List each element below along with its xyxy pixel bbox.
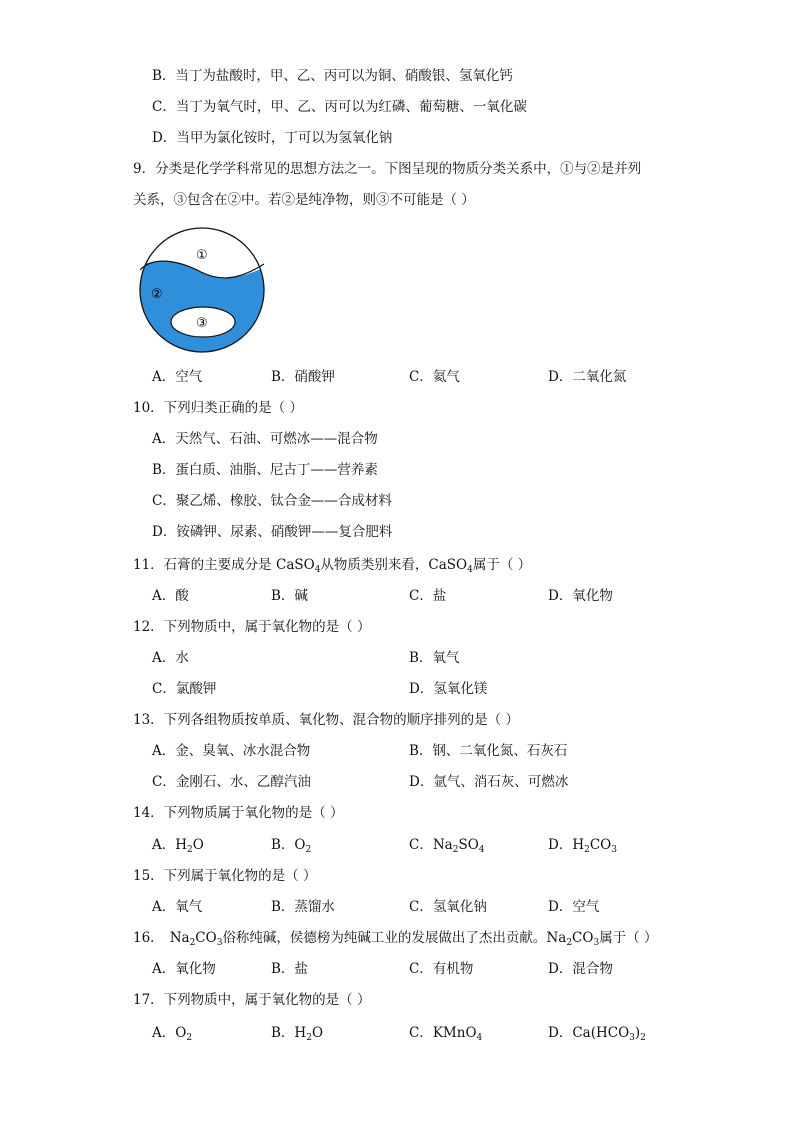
q17-stem: 17．下列物质中，属于氧化物的是（ ） <box>133 992 371 1008</box>
q14-d-letter: D． <box>548 837 573 853</box>
q14-a-formula: H <box>175 837 188 853</box>
q9-option-c[interactable]: C．氦气 <box>409 369 460 385</box>
q11-stem-part1: 11．石膏的主要成分是 <box>133 557 276 573</box>
q10-option-d[interactable]: D．铵磷钾、尿素、硝酸钾——复合肥料 <box>152 524 393 540</box>
q12-option-d[interactable]: D．氢氧化镁 <box>409 681 488 697</box>
q15-option-b[interactable]: B．蒸馏水 <box>271 899 335 915</box>
q14-c-sub1: 2 <box>452 845 459 855</box>
q15-option-c[interactable]: C．氢氧化钠 <box>409 899 487 915</box>
q16-stem <box>133 929 657 947</box>
q8-option-c: C．当丁为氧气时，甲、乙、丙可以为红磷、葡萄糖、一氧化碳 <box>152 99 527 115</box>
q9-stem-line1: 9．分类是化学学科常见的思想方法之一。下图呈现的物质分类关系中，①与②是并列 <box>133 161 642 177</box>
q17-c-formula: KMnO <box>432 1025 477 1041</box>
q15-option-d[interactable]: D．空气 <box>548 899 600 915</box>
q16-formula2-b: CO <box>572 930 594 946</box>
q16-formula2-a-sub: 2 <box>566 938 573 948</box>
q17-d-formula-mid: ) <box>634 1025 641 1041</box>
q9-classification-diagram <box>133 226 273 354</box>
q12-option-c[interactable]: C．氯酸钾 <box>152 681 217 697</box>
q9-option-d[interactable]: D．二氧化氮 <box>548 369 627 385</box>
q11-option-a[interactable]: A．酸 <box>152 588 189 604</box>
q9-stem-line2: 关系，③包含在②中。若②是纯净物，则③不可能是（ ） <box>133 192 475 208</box>
q11-option-c[interactable]: C．盐 <box>409 588 447 604</box>
q12-option-b[interactable]: B．氧气 <box>409 650 460 666</box>
q10-option-b[interactable]: B．蛋白质、油脂、尼古丁——营养素 <box>152 462 378 478</box>
label-3: ③ <box>196 316 208 331</box>
q11-formula1: CaSO <box>275 557 315 573</box>
q13-option-b[interactable]: B．钢、二氧化氮、石灰石 <box>409 743 568 759</box>
q14-stem: 14．下列物质属于氧化物的是（ ） <box>133 805 344 821</box>
q11-formula1-sub: 4 <box>314 565 321 575</box>
q16-number: 16． <box>133 930 164 946</box>
q17-option-b[interactable] <box>271 1024 323 1042</box>
q14-d-formula: H <box>572 837 585 853</box>
q17-c-letter: C． <box>409 1025 433 1041</box>
q14-d-sub1: 2 <box>584 845 590 855</box>
q14-b-sub: 2 <box>305 845 312 855</box>
q17-option-c[interactable] <box>409 1024 482 1042</box>
q11-stem-part3: 属于（ ） <box>472 557 532 573</box>
q16-stem-part2: 属于（ ） <box>599 930 658 946</box>
label-1: ① <box>196 248 208 263</box>
q11-formula2: CaSO <box>428 557 468 573</box>
q14-d-formula-mid: CO <box>589 837 612 853</box>
q17-d-sub2: 2 <box>640 1033 646 1043</box>
q11-option-d[interactable]: D．氧化物 <box>548 588 613 604</box>
q12-option-a[interactable]: A．水 <box>152 650 189 666</box>
q16-formula1-a-sub: 2 <box>189 938 196 948</box>
q14-c-letter: C． <box>409 837 433 853</box>
q17-d-formula: Ca(HCO <box>572 1025 630 1041</box>
q16-formula2-b-sub: 3 <box>593 938 600 948</box>
q8-option-d: D．当甲为氯化铵时，丁可以为氢氧化钠 <box>152 130 393 146</box>
q16-option-d[interactable]: D．混合物 <box>548 961 613 977</box>
q11-stem <box>133 556 531 574</box>
q16-formula1-b-sub: 3 <box>216 938 223 948</box>
q14-a-sub: 2 <box>187 845 193 855</box>
q11-stem-part2: 从物质类别来看， <box>320 557 429 573</box>
q10-option-a[interactable]: A．天然气、石油、可燃冰——混合物 <box>152 431 378 447</box>
q17-a-formula: O <box>175 1025 187 1041</box>
q14-b-letter: B． <box>271 837 295 853</box>
q15-stem: 15．下列属于氧化物的是（ ） <box>133 868 317 884</box>
q10-stem: 10．下列归类正确的是（ ） <box>133 400 303 416</box>
q14-option-c[interactable] <box>409 836 485 854</box>
q17-b-letter: B． <box>271 1025 295 1041</box>
q17-a-letter: A． <box>152 1025 176 1041</box>
q15-option-a[interactable]: A．氧气 <box>152 899 203 915</box>
q14-option-d[interactable] <box>548 836 617 854</box>
q13-stem: 13．下列各组物质按单质、氧化物、混合物的顺序排列的是（ ） <box>133 712 519 728</box>
q14-c-formula-mid: SO <box>458 837 479 853</box>
q14-a-letter: A． <box>152 837 176 853</box>
q11-option-b[interactable]: B．碱 <box>271 588 308 604</box>
q16-stem-part1: 俗称纯碱，侯德榜为纯碱工业的发展做出了杰出贡献。 <box>222 930 547 946</box>
q17-option-a[interactable] <box>152 1024 192 1042</box>
q17-b-sub: 2 <box>306 1033 312 1043</box>
q14-c-formula: Na <box>432 837 453 853</box>
q9-option-b[interactable]: B．硝酸钾 <box>271 369 335 385</box>
q16-formula1-b: CO <box>195 930 217 946</box>
q10-option-c[interactable]: C．聚乙烯、橡胶、钛合金——合成材料 <box>152 493 392 509</box>
q14-c-sub2: 4 <box>478 845 485 855</box>
q17-d-sub1: 3 <box>629 1033 635 1043</box>
q12-stem: 12．下列物质中，属于氧化物的是（ ） <box>133 619 371 635</box>
q17-b-formula: H <box>294 1025 307 1041</box>
q14-option-b[interactable] <box>271 836 311 854</box>
q17-d-letter: D． <box>548 1025 573 1041</box>
q16-option-b[interactable]: B．盐 <box>271 961 308 977</box>
q17-c-sub: 4 <box>476 1033 483 1043</box>
label-2: ② <box>151 287 163 302</box>
q13-option-d[interactable]: D．氩气、消石灰、可燃冰 <box>409 774 569 790</box>
q16-formula1-a: Na <box>169 930 190 946</box>
q17-a-sub: 2 <box>186 1033 193 1043</box>
q11-formula2-sub: 4 <box>467 565 473 575</box>
q14-d-sub2: 3 <box>611 845 617 855</box>
q8-option-b: B．当丁为盐酸时，甲、乙、丙可以为铜、硝酸银、氢氧化钙 <box>152 68 513 84</box>
q13-option-c[interactable]: C．金刚石、水、乙醇汽油 <box>152 774 311 790</box>
q17-b-formula-mid: O <box>311 1025 324 1041</box>
q14-option-a[interactable] <box>152 836 204 854</box>
q17-option-d[interactable] <box>548 1024 646 1042</box>
q14-a-formula-mid: O <box>192 837 204 853</box>
q16-option-c[interactable]: C．有机物 <box>409 961 474 977</box>
q14-b-formula: O <box>294 837 306 853</box>
q16-option-a[interactable]: A．氧化物 <box>152 961 216 977</box>
q16-formula2-a: Na <box>546 930 567 946</box>
q13-option-a[interactable]: A．金、臭氧、冰水混合物 <box>152 743 311 759</box>
q9-option-a[interactable]: A．空气 <box>152 369 203 385</box>
venn-diagram <box>133 226 273 354</box>
